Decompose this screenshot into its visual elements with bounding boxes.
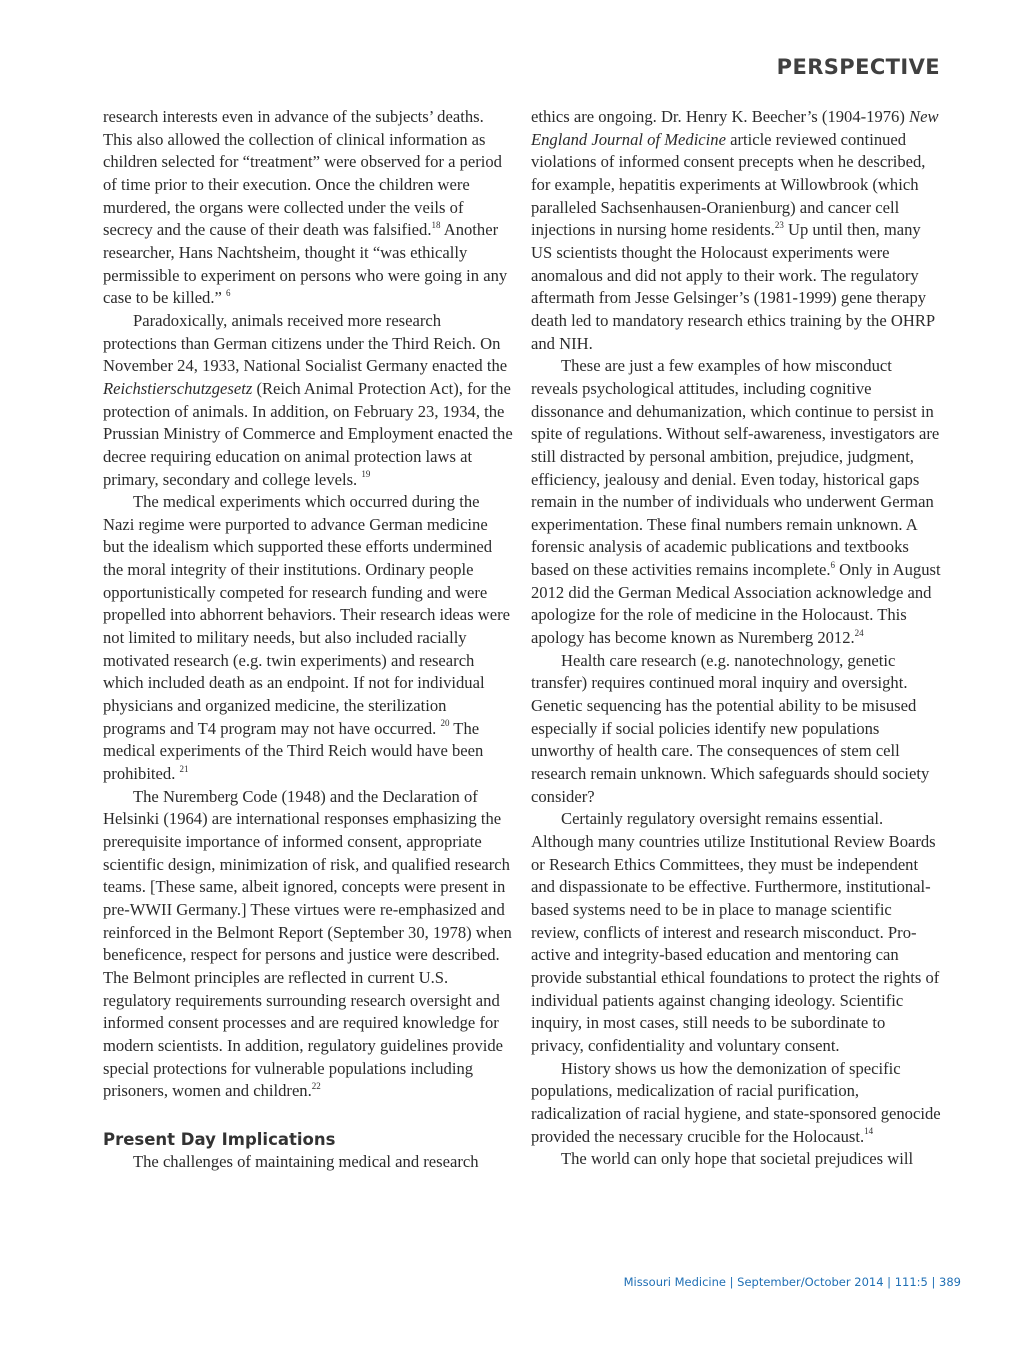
citation: 23 xyxy=(774,219,784,230)
paragraph: These are just a few examples of how misconduct reveals psychological attitudes, including cognitive dissonance and dehumanization, which continue to persist in spite of regulations. Without self-awareness, investigators are still distracted by personal ambition, prejudice, judgment, efficiency, jealousy and denial. Even today, historical gaps remain in the number of individuals who underwent German experimentation. These final numbers remain unknown. A forensic analysis of academic publications and textbooks based on these activities remains incomplete.$^6$ Only in August 2012 did the German Medical Association acknowledge and apologize for the role of medicine in the Holocaust. This apology has become known as Nuremberg 2012.24 xyxy=(531,356,941,648)
paragraph: research interests even in advance of the subjects’ deaths. This also allowed the collection of clinical information as children selected for “treatment” were observed for a period of time prior to their execution. Once the children were murdered, the organs were collected under the veils of secrecy and the cause of their death was falsified.$^{18}$ Another researcher, Hans Nachtsheim, thought it “was ethically permissible to experiment on persons who were going in any case to be killed.” $^6$ xyxy=(103,107,508,308)
paragraph: The challenges of maintaining medical and research xyxy=(133,1151,479,1171)
citation: 19 xyxy=(361,468,371,479)
page-footer: Missouri Medicine | September/October 2014 | 111:5 | 389 xyxy=(623,1275,961,1289)
citation: 20 xyxy=(440,718,450,729)
paragraph: The medical experiments which occurred during the Nazi regime were purported to advance German medicine but the idealism which supported these efforts undermined the moral integrity of their institutions. Ordinary people opportunistically competed for research funding and were propelled into abhorrent behaviors. Their research ideas were not limited to military needs, but also included racially motivated research (e.g. twin experiments) and research which included death as an endpoint. If not for individual physicians and organized medicine, the sterilization programs and T4 program may not have occurred. $^{20}$ The medical experiments of the Third Reich would have been prohibited. $^{21}$ xyxy=(103,492,510,784)
paragraph: Paradoxically, animals received more research protections than German citizens under the Third Reich. On November 24, 1933, National Socialist Germany enacted the Reichstierschutzgesetz (Reich Animal Protection Act), for the protection of animals. In addition, on February 23, 1934, the Prussian Ministry of Commerce and Employment enacted the decree requiring education on animal protection laws at primary, secondary and college levels. $^{19}$ xyxy=(103,310,513,489)
left-column xyxy=(103,106,513,1174)
citation: 6 xyxy=(226,287,231,298)
paragraph: The Nuremberg Code (1948) and the Declaration of Helsinki (1964) are international responses emphasizing the prerequisite importance of informed consent, appropriate scientific design, minimization of risk, and qualified research teams. [These same, albeit ignored, concepts were present in pre-WWII Germany.] These virtues were re-emphasized and reinforced in the Belmont Report (September 30, 1978) when beneficence, respect for persons and justice were described. The Belmont principles are reflected in current U.S. regulatory requirements surrounding research oversight and informed consent processes and are required knowledge for modern scientists. In addition, regulatory guidelines provide special protections for vulnerable populations including prisoners, women and children.$^{22}$ xyxy=(103,786,512,1101)
paragraph: History shows us how the demonization of specific populations, medicalization of racial purification, radicalization of racial hygiene, and state-sponsored genocide provided the necessary crucible for the Holocaust.$^{14}$ xyxy=(531,1058,941,1146)
citation: 18 xyxy=(431,219,441,230)
paragraph: Health care research (e.g. nanotechnology, genetic transfer) requires continued moral inquiry and oversight. Genetic sequencing has the potential ability to be misused especially if social policies identify new populations unworthy of health care. The consequences of stem cell research remain unknown. Which safeguards should society consider? xyxy=(531,650,930,806)
citation: 24 xyxy=(854,627,864,638)
section-label: PERSPECTIVE xyxy=(776,55,940,79)
citation: 21 xyxy=(179,763,189,774)
citation: 6 xyxy=(830,559,836,570)
citation: 14 xyxy=(864,1126,874,1136)
right-column xyxy=(531,106,941,1171)
section-heading: Present Day Implications xyxy=(103,1129,336,1149)
citation: 22 xyxy=(311,1080,321,1091)
paragraph: The world can only hope that societal prejudices will xyxy=(561,1149,914,1169)
paragraph: ethics are ongoing. Dr. Henry K. Beecher’s (1904-1976) New England Journal of Medicine article reviewed continued violations of informed consent precepts when he described, for example, hepatitis experiments at Willowbrook (which paralleled Sachsenhausen-Oranienburg) and cancer cell injections in nursing home residents.$^{23}$ Up until then, many US scientists thought the Holocaust experiments were anomalous and did not apply to their work. The regulatory aftermath from Jesse Gelsinger’s (1981-1999) gene therapy death led to mandatory research ethics training by the OHRP and NIH. xyxy=(531,107,939,353)
paragraph: Certainly regulatory oversight remains essential. Although many countries utilize Institutional Review Boards or Research Ethics Committees, they must be independent and dispassionate to be effective. Furthermore, institutional-based systems need to be in place to manage scientific review, conflicts of interest and research misconduct. Pro-active and integrity-based education and mentoring can provide substantial ethical foundations to protect the rights of individual patients against changing ideology. Scientific inquiry, in most cases, still needs to be subordinate to privacy, confidentiality and voluntary consent. xyxy=(531,809,940,1055)
